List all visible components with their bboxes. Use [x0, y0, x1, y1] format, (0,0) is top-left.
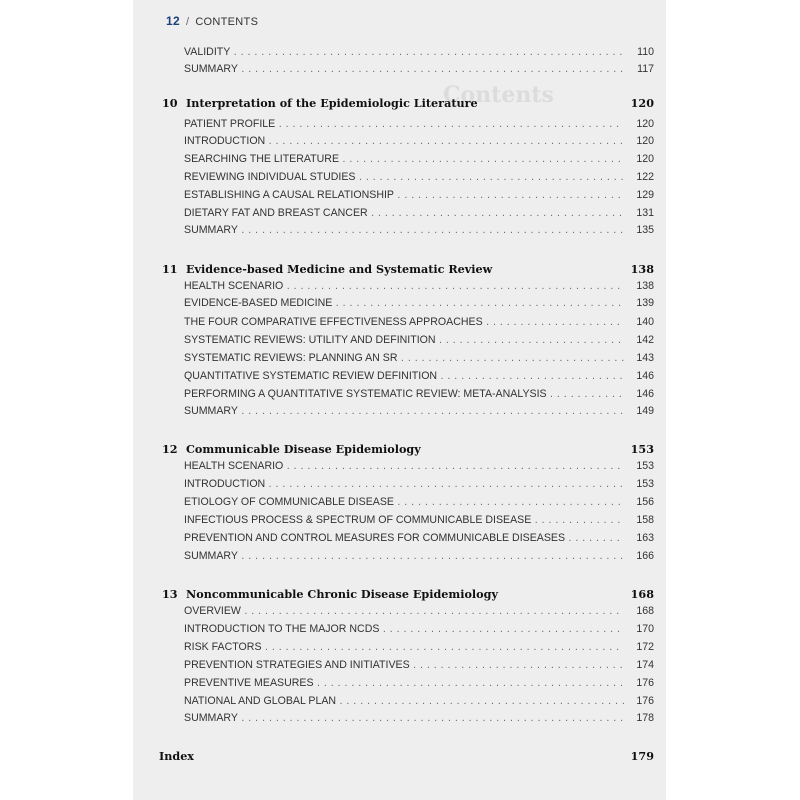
toc-entry-row — [133, 641, 666, 657]
toc-page-number: 135 — [636, 224, 654, 236]
toc-title: PERFORMING A QUANTITATIVE SYSTEMATIC REVIEW: META-ANALYSIS . . . — [184, 388, 624, 400]
header-section: CONTENTS — [195, 16, 259, 28]
toc-index-row — [133, 749, 666, 765]
toc-entry-row — [133, 388, 666, 404]
toc-entry-row — [133, 316, 666, 332]
toc-entry-row — [133, 334, 666, 350]
toc-page-number: 110 — [637, 46, 654, 58]
toc-page-number: 140 — [636, 316, 654, 328]
toc-chapter-row — [133, 587, 666, 603]
toc-page-number: 138 — [636, 280, 654, 292]
toc-entry-row — [133, 460, 666, 476]
toc-entry-row — [133, 370, 666, 386]
toc-title: SUMMARY . . . — [184, 63, 624, 75]
toc-chapter-row — [133, 442, 666, 458]
toc-title: VALIDITY . . . — [184, 46, 624, 58]
toc-page-number: 142 — [636, 334, 654, 346]
toc-title: SEARCHING THE LITERATURE . . . — [184, 153, 624, 165]
toc-page-number: 120 — [636, 153, 654, 165]
toc-title: Interpretation of the Epidemiologic Literature — [186, 96, 478, 110]
toc-title: SUMMARY . . . — [184, 224, 624, 236]
toc-entry-row — [133, 550, 666, 566]
toc-page-number: 120 — [630, 96, 654, 110]
toc-page-number: 158 — [636, 514, 654, 526]
header-separator: / — [185, 16, 190, 28]
toc-title: INTRODUCTION TO THE MAJOR NCDS . . . — [184, 623, 624, 635]
toc-entry-row — [133, 171, 666, 187]
toc-page-number: 168 — [636, 605, 654, 617]
toc-title: SUMMARY . . . — [184, 405, 624, 417]
toc-page-number: 131 — [636, 207, 654, 219]
toc-entry-row — [133, 297, 666, 313]
toc-page-number: 174 — [636, 659, 654, 671]
toc-entry-row — [133, 352, 666, 368]
toc-entry-row — [133, 677, 666, 693]
toc-page-number: 149 — [636, 405, 654, 417]
toc-title: THE FOUR COMPARATIVE EFFECTIVENESS APPROACHES . . . — [184, 316, 624, 328]
toc-chapter-row — [133, 262, 666, 278]
toc-entry-row — [133, 63, 666, 79]
toc-page-number: 143 — [636, 352, 654, 364]
toc-chapter-row — [133, 96, 666, 112]
toc-entry-row — [133, 135, 666, 151]
toc-page-number: 179 — [630, 749, 654, 763]
toc-page-number: 178 — [636, 712, 654, 724]
toc-entry-row — [133, 478, 666, 494]
toc-title: Communicable Disease Epidemiology — [186, 442, 421, 456]
header-page-number: 12 — [166, 14, 180, 28]
toc-title: OVERVIEW . . . — [184, 605, 624, 617]
toc-title: ETIOLOGY OF COMMUNICABLE DISEASE . . . — [184, 496, 624, 508]
toc-title: RISK FACTORS . . . — [184, 641, 624, 653]
toc-title: EVIDENCE-BASED MEDICINE . . . — [184, 297, 624, 309]
toc-page-number: 120 — [636, 135, 654, 147]
toc-entry-row — [133, 514, 666, 530]
toc-title: INTRODUCTION . . . — [184, 135, 624, 147]
toc-page-number: 170 — [636, 623, 654, 635]
toc-entry-row — [133, 695, 666, 711]
toc-page-number: 146 — [636, 370, 654, 382]
toc-page-number: 139 — [636, 297, 654, 309]
toc-page-number: 120 — [636, 118, 654, 130]
toc-title: PREVENTION STRATEGIES AND INITIATIVES . . . — [184, 659, 624, 671]
toc-page-number: 172 — [636, 641, 654, 653]
toc-entry-row — [133, 496, 666, 512]
toc-page-number: 153 — [636, 478, 654, 490]
toc-title: INFECTIOUS PROCESS & SPECTRUM OF COMMUNICABLE DISEASE . . . — [184, 514, 624, 526]
toc-page-number: 176 — [636, 677, 654, 689]
toc-title: SYSTEMATIC REVIEWS: PLANNING AN SR . . . — [184, 352, 624, 364]
toc-title: PREVENTIVE MEASURES . . . — [184, 677, 624, 689]
toc-page-number: 168 — [630, 587, 654, 601]
toc-entry-row — [133, 712, 666, 728]
toc-title: DIETARY FAT AND BREAST CANCER . . . — [184, 207, 624, 219]
toc-entry-row — [133, 153, 666, 169]
toc-entry-row — [133, 532, 666, 548]
toc-entry-row — [133, 659, 666, 675]
toc-title: PREVENTION AND CONTROL MEASURES FOR COMMUNICABLE DISEASES . . . — [184, 532, 624, 544]
toc-entry-row — [133, 605, 666, 621]
running-header — [166, 14, 258, 28]
toc-page-number: 146 — [636, 388, 654, 400]
toc-title: ESTABLISHING A CAUSAL RELATIONSHIP . . . — [184, 189, 624, 201]
toc-page-number: 153 — [630, 442, 654, 456]
toc-entry-row — [133, 189, 666, 205]
toc-title: SUMMARY . . . — [184, 550, 624, 562]
toc-page-number: 163 — [636, 532, 654, 544]
toc-page-number: 156 — [636, 496, 654, 508]
toc-title: PATIENT PROFILE . . . — [184, 118, 624, 130]
toc-page-number: 117 — [637, 63, 654, 75]
toc-page-number: 153 — [636, 460, 654, 472]
ghost-heading: Contents — [443, 82, 554, 108]
toc-title: INTRODUCTION . . . — [184, 478, 624, 490]
chapter-number: 13 — [162, 587, 178, 601]
toc-entry-row — [133, 118, 666, 134]
book-page — [133, 0, 666, 800]
toc-page-number: 176 — [636, 695, 654, 707]
toc-page-number: 129 — [636, 189, 654, 201]
toc-title: Index — [159, 749, 194, 763]
toc-title: Noncommunicable Chronic Disease Epidemiology — [186, 587, 498, 601]
toc-entry-row — [133, 46, 666, 62]
toc-title: SYSTEMATIC REVIEWS: UTILITY AND DEFINITION . . . — [184, 334, 624, 346]
toc-title: NATIONAL AND GLOBAL PLAN . . . — [184, 695, 624, 707]
toc-entry-row — [133, 207, 666, 223]
toc-title: SUMMARY . . . — [184, 712, 624, 724]
toc-entry-row — [133, 623, 666, 639]
toc-page-number: 138 — [630, 262, 654, 276]
toc-entry-row — [133, 280, 666, 296]
toc-page-number: 166 — [636, 550, 654, 562]
toc-entry-row — [133, 224, 666, 240]
toc-page-number: 122 — [636, 171, 654, 183]
toc-title: HEALTH SCENARIO . . . — [184, 460, 624, 472]
toc-title: REVIEWING INDIVIDUAL STUDIES . . . — [184, 171, 624, 183]
chapter-number: 12 — [162, 442, 178, 456]
toc-entry-row — [133, 405, 666, 421]
toc-title: HEALTH SCENARIO . . . — [184, 280, 624, 292]
toc-title: Evidence-based Medicine and Systematic Review — [186, 262, 493, 276]
chapter-number: 11 — [162, 262, 178, 276]
toc-title: QUANTITATIVE SYSTEMATIC REVIEW DEFINITION . . . — [184, 370, 624, 382]
chapter-number: 10 — [162, 96, 178, 110]
